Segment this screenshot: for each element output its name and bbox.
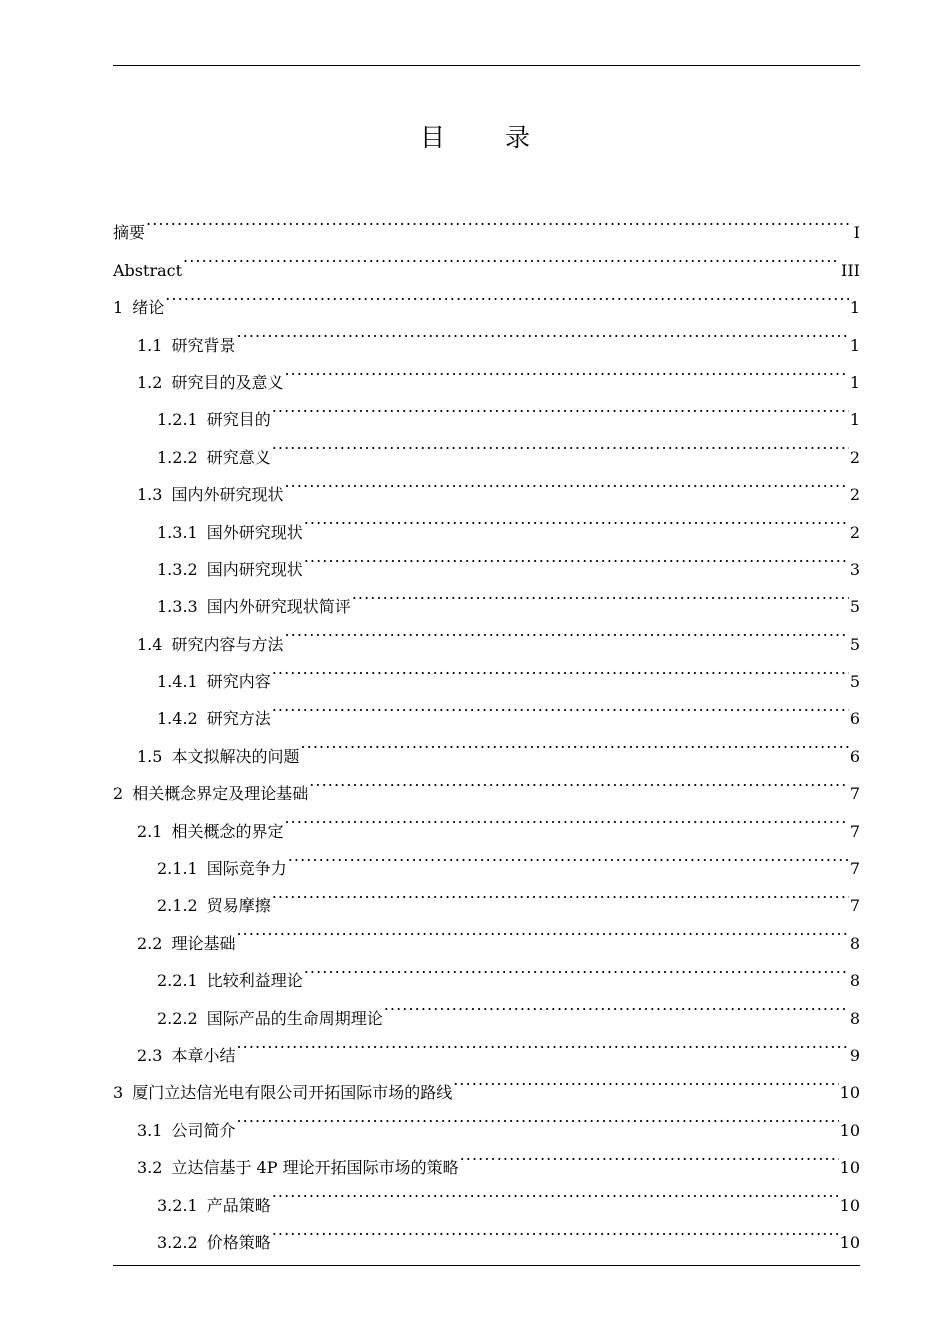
toc-entry-label: 研究目的 — [206, 410, 271, 430]
toc-dot-leader — [453, 1061, 838, 1098]
toc-entry-number: 1.3.2 — [157, 559, 198, 579]
toc-entry-number: 1.3.1 — [157, 522, 198, 542]
toc-entry-label: 本章小结 — [171, 1045, 236, 1065]
toc-entry-number: 3.2.1 — [157, 1195, 198, 1215]
toc-dot-leader — [272, 687, 849, 724]
toc-entry-label: 比较利益理论 — [206, 971, 303, 991]
toc-entry-page: 6 — [849, 746, 860, 766]
toc-dot-leader — [284, 612, 848, 649]
toc-entry-page: 2 — [849, 522, 860, 542]
toc-entry[interactable] — [113, 201, 860, 243]
toc-entry-number: 1.2 — [137, 372, 163, 392]
toc-entry-page: 1 — [849, 298, 860, 318]
toc-entry-number: 2.2 — [137, 933, 163, 953]
toc-entry-label: 相关概念界定及理论基础 — [132, 784, 309, 804]
toc-entry[interactable] — [113, 276, 860, 318]
toc-entry-label: 研究意义 — [206, 447, 271, 467]
toc-entry-number: 2.3 — [137, 1045, 163, 1065]
toc-dot-leader — [165, 276, 849, 313]
toc-entry-label: 绪论 — [132, 298, 165, 318]
toc-entry-number: 1.5 — [137, 746, 163, 766]
toc-entry-page: 9 — [849, 1045, 860, 1065]
toc-entry-page: 10 — [839, 1158, 860, 1178]
toc-entry-page: 10 — [839, 1120, 860, 1140]
toc-entry-number: 3.2.2 — [157, 1232, 198, 1252]
toc-entry-label: 产品策略 — [206, 1195, 271, 1215]
toc-entry-page: 7 — [849, 896, 860, 916]
toc-entry-page: 6 — [849, 709, 860, 729]
toc-entry-page: 5 — [849, 672, 860, 692]
toc-dot-leader — [352, 575, 849, 612]
toc-entry-page: 2 — [849, 485, 860, 505]
toc-entry-label: 研究内容 — [206, 672, 271, 692]
toc-entry-label: 研究背景 — [171, 335, 236, 355]
toc-dot-leader — [272, 1173, 839, 1210]
toc-dot-leader — [272, 1211, 839, 1248]
footer-rule — [113, 1265, 860, 1266]
toc-entry-page: 8 — [849, 1008, 860, 1028]
toc-entry-number: 1.4.2 — [157, 709, 198, 729]
toc-entry-number: 3.1 — [137, 1120, 163, 1140]
toc-dot-leader — [236, 1024, 848, 1061]
toc-entry[interactable] — [113, 313, 860, 355]
toc-entry-label: 国际竞争力 — [206, 859, 287, 879]
toc-dot-leader — [284, 463, 848, 500]
toc-entry-label: 研究内容与方法 — [171, 634, 284, 654]
toc-entry-label: 国内研究现状 — [206, 559, 303, 579]
toc-entry-label: 摘要 — [113, 223, 146, 243]
toc-entry-label: 厦门立达信光电有限公司开拓国际市场的路线 — [132, 1083, 453, 1103]
toc-dot-leader — [288, 837, 849, 874]
toc-dot-leader — [272, 874, 849, 911]
toc-entry-number: 3 — [113, 1083, 124, 1103]
toc-entry-page: 5 — [849, 597, 860, 617]
toc-entry-label: 公司简介 — [171, 1120, 236, 1140]
toc-entry-label: 国内外研究现状简评 — [206, 597, 351, 617]
toc-entry-page: 1 — [849, 410, 860, 430]
toc-dot-leader — [272, 425, 849, 462]
toc-entry-number: 1.4.1 — [157, 672, 198, 692]
toc-entry-page: 7 — [849, 784, 860, 804]
header-rule — [113, 65, 860, 66]
toc-entry-number: 1 — [113, 298, 124, 318]
toc-entry-label: 立达信基于 4P 理论开拓国际市场的策略 — [171, 1158, 459, 1178]
toc-dot-leader — [304, 949, 849, 986]
toc-dot-leader — [146, 201, 853, 238]
toc-entry-page: 7 — [849, 821, 860, 841]
toc-dot-leader — [309, 762, 849, 799]
toc-entry-label: 研究目的及意义 — [171, 372, 284, 392]
toc-dot-leader — [284, 351, 848, 388]
toc-dot-leader — [272, 650, 849, 687]
toc-entry-label: 贸易摩擦 — [206, 896, 271, 916]
toc-entry-page: 8 — [849, 933, 860, 953]
toc-entry-label: Abstract — [113, 260, 183, 280]
toc-entry-number: 2 — [113, 784, 124, 804]
page-title: 目 录 — [420, 123, 556, 152]
toc-entry-page: 1 — [849, 335, 860, 355]
toc-entry-number: 1.3.3 — [157, 597, 198, 617]
toc-entry-page: 5 — [849, 634, 860, 654]
toc-entry-number: 2.1 — [137, 821, 163, 841]
toc-dot-leader — [300, 724, 848, 761]
toc-entry-page: 2 — [849, 447, 860, 467]
toc-entry-number: 1.3 — [137, 485, 163, 505]
toc-entry-number: 2.2.1 — [157, 971, 198, 991]
table-of-contents — [113, 201, 860, 1252]
toc-entry-page: 7 — [849, 859, 860, 879]
toc-entry-page: 1 — [849, 372, 860, 392]
toc-dot-leader — [236, 911, 848, 948]
toc-entry-page: 3 — [849, 559, 860, 579]
toc-entry-number: 1.2.2 — [157, 447, 198, 467]
toc-entry-number: 2.1.2 — [157, 896, 198, 916]
toc-entry-number: 2.1.1 — [157, 859, 198, 879]
toc-entry-page: I — [853, 223, 860, 243]
toc-entry-label: 相关概念的界定 — [171, 821, 284, 841]
toc-entry-label: 国外研究现状 — [206, 522, 303, 542]
toc-entry-label: 国内外研究现状 — [171, 485, 284, 505]
toc-entry-page: 8 — [849, 971, 860, 991]
toc-dot-leader — [272, 388, 849, 425]
toc-entry-label: 国际产品的生命周期理论 — [206, 1008, 383, 1028]
toc-dot-leader — [284, 799, 848, 836]
toc-entry-page: III — [841, 260, 860, 280]
toc-entry-number: 2.2.2 — [157, 1008, 198, 1028]
toc-entry-number: 1.2.1 — [157, 410, 198, 430]
toc-dot-leader — [183, 238, 840, 275]
toc-dot-leader — [304, 500, 849, 537]
toc-entry-page: 10 — [839, 1083, 860, 1103]
toc-dot-leader — [236, 313, 848, 350]
toc-entry-label: 价格策略 — [206, 1232, 271, 1252]
toc-entry-page: 10 — [839, 1195, 860, 1215]
toc-dot-leader — [460, 1136, 839, 1173]
toc-entry-label: 本文拟解决的问题 — [171, 746, 300, 766]
toc-entry-page: 10 — [839, 1232, 860, 1252]
toc-entry-label: 理论基础 — [171, 933, 236, 953]
toc-dot-leader — [304, 538, 849, 575]
toc-entry-number: 1.4 — [137, 634, 163, 654]
toc-entry[interactable] — [113, 238, 860, 280]
toc-entry-label: 研究方法 — [206, 709, 271, 729]
toc-entry-number: 1.1 — [137, 335, 163, 355]
toc-dot-leader — [236, 1098, 838, 1135]
toc-dot-leader — [384, 986, 849, 1023]
toc-entry-number: 3.2 — [137, 1158, 163, 1178]
